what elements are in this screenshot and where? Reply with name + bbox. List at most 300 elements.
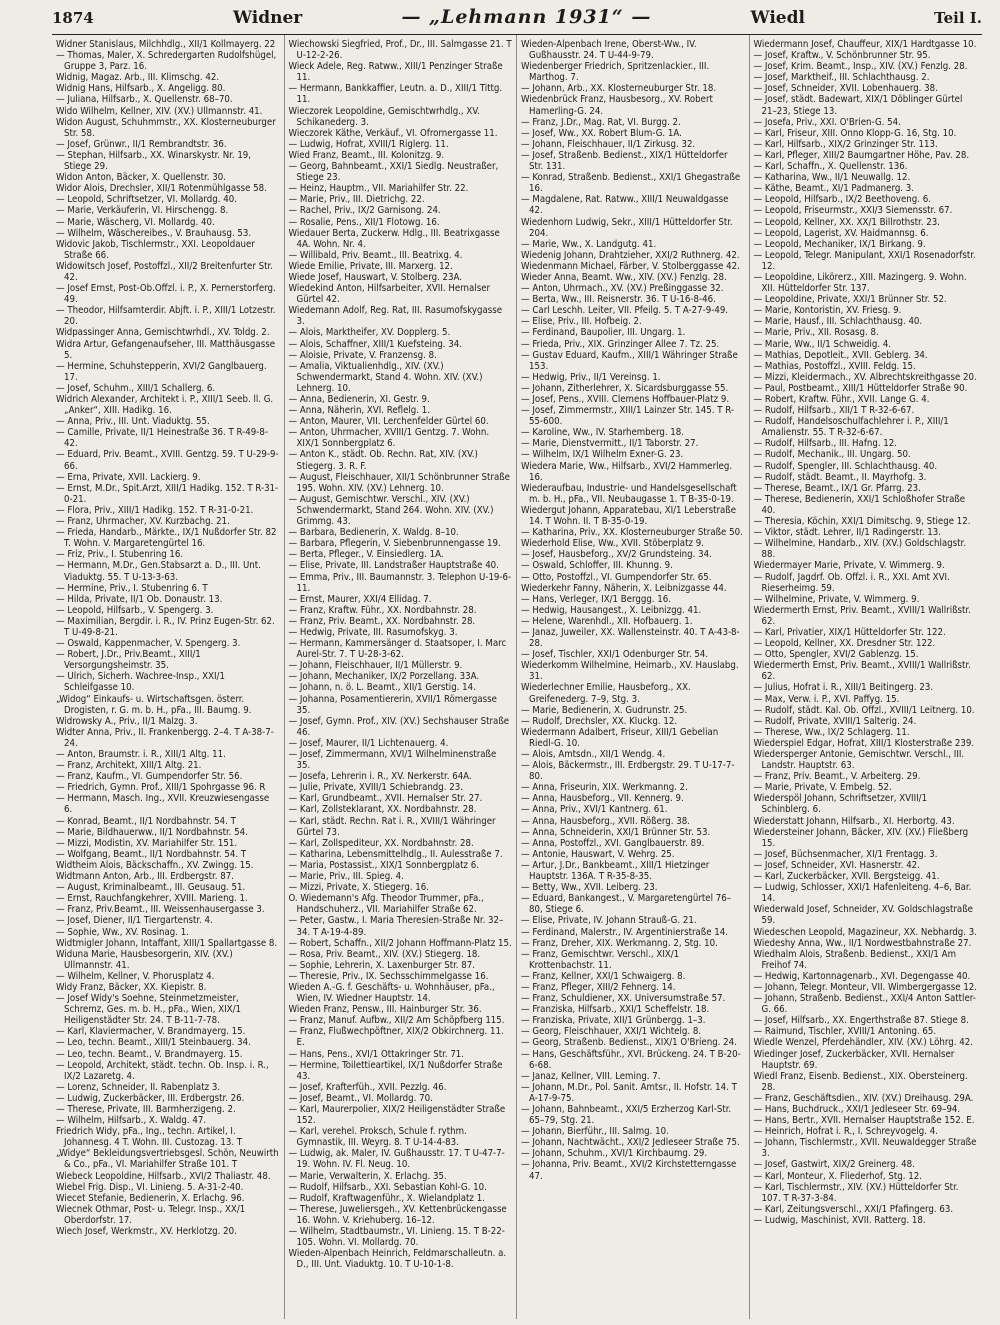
directory-entry: — Konrad, Straßenb. Bedienst., XXI/1 Ghegastraße 16. (521, 172, 741, 195)
directory-entry: — Emma, Priv., III. Baumannstr. 3. Telephon U-19-6-11. (288, 571, 512, 594)
directory-entry: — Georg, Bahnbeamt., XXI/1 Siedlg. Neustraßer, Stiege 23. (288, 161, 499, 184)
directory-entry: — Rudolf, Hilfsarb., XII/1 T R-32-6-67. (753, 405, 915, 417)
directory-entry: — Leopold, Hilfsarb., V. Spengerg. 3. (56, 604, 214, 616)
header-section-label: Teil I. (934, 9, 982, 27)
directory-entry: Wiedermayer Marie, Private, V. Wimmerg. 9. (753, 560, 945, 572)
directory-entry: Wiederkomm Wilhelmine, Heimarb., XV. Hauslabg. 31. (521, 660, 739, 683)
directory-entry: — Johann, M.Dr., Pol. Sanit. Amtsr., II. Hofstr. 14. T A-17-9-75. (521, 1081, 737, 1104)
directory-entry: — Rudolf, Handelsoschulfachlehrer i. P., XIII/1 Amalienstr. 55. T R-32-6-67. (753, 416, 949, 439)
directory-column-2 (285, 35, 518, 1319)
directory-entry: Wiede Emilie, Private, III. Marxerg. 12. (288, 260, 453, 272)
directory-entry: — Karl, Tischlermstr., XIV. (XV.) Hütteldorfer Str. 107. T R-37-3-84. (753, 1181, 959, 1204)
header-left-word: Widner (232, 8, 303, 28)
directory-column-3 (517, 35, 750, 1319)
directory-entry: — Johanna, Priv. Beamt., XVI/2 Kirchstetterngasse 47. (521, 1159, 737, 1182)
directory-entry: — Marie, Bildhauerww., II/1 Nordbahnstr. 54. (56, 826, 248, 838)
directory-entry: — Johann, Zitherlehrer, X. Sicardsburggasse 55. (521, 382, 729, 394)
directory-entry: — Karl, Maurerpolier, XIX/2 Heiligenstädter Straße 152. (288, 1104, 506, 1127)
directory-entry: — Josefa, Lehrerin i. R., XV. Nerkerstr. 64A. (288, 771, 472, 783)
directory-entry: — Paul, Postbeamt., XIII/1 Hütteldorfer Straße 90. (753, 382, 968, 394)
directory-entry: — Hermine, Toilettieartikel, IX/1 Nußdorfer Straße 43. (288, 1059, 503, 1082)
directory-entry: — Leopold, Schriftsetzer, VI. Mollardg. 40. (56, 194, 237, 206)
directory-entry: „Widog“ Einkaufs- u. Wirtschaftsgen. österr. Drogisten, r. G. m. b. H., pFa., III. Baumg. 9. (56, 693, 252, 716)
directory-entry: — Rudolf, Spengler, III. Schlachthausg. 40. (753, 460, 938, 472)
directory-entry: Widter Anna, Priv., II. Frankenbergg. 2–4. T A-38-7-24. (56, 726, 274, 749)
directory-entry: — Alois, Bäckermstr., III. Erdbergstr. 29. T U-17-7-80. (521, 760, 735, 783)
directory-entry: Wiederhold Elise, Ww., XVII. Stöberplatz 9. (521, 538, 704, 550)
directory-entry: — Johann, Bierführ., III. Salmg. 10. (521, 1126, 669, 1138)
directory-entry: — Anna, Postoffzl., XVI. Ganglbauerstr. 89. (521, 837, 705, 849)
directory-entry: — Betty, Ww., XVII. Leiberg. 23. (521, 882, 658, 894)
directory-entry: — Konrad, Beamt., II/1 Nordbahnstr. 54. T (56, 815, 236, 827)
directory-entry: — Käthe, Beamt., XI/1 Padmanerg. 3. (753, 183, 915, 195)
directory-entry: — Aloisie, Private, V. Franzensg. 8. (288, 349, 437, 361)
directory-entry: — Mizzi, Private, X. Stiegerg. 16. (288, 882, 430, 894)
directory-entry: — Josef, Schuhm., XIII/1 Schallerg. 6. (56, 382, 216, 394)
directory-entry: — Josef, Kraftw., V. Schönbrunner Str. 95. (753, 50, 931, 62)
directory-entry: — Josef, Büchsenmacher, XI/1 Frentagg. 3. (753, 848, 938, 860)
directory-entry: — Franz, Dreher, XIX. Werkmanng. 2, Stg. 10. (521, 937, 718, 949)
directory-entry: — Theodor, Hilfsamterdir. Abjft. i. P., XIII/1 Lotzestr. 20. (56, 305, 276, 328)
directory-entry: Wiech Josef, Werkmstr., XV. Herklotzg. 20. (56, 1226, 237, 1238)
directory-entry: Widowitsch Josef, Postoffzl., XII/2 Breitenfurter Str. 42. (56, 260, 273, 283)
directory-entry: — Franziska, Private, XII/1 Grünbergg. 1–3. (521, 1015, 706, 1027)
directory-entry: — Anton, Braumstr. i. R., XIII/1 Altg. 11. (56, 749, 226, 760)
directory-entry: — Karl, Pfleger, XIII/2 Baumgartner Höhe, Pav. 28. (753, 149, 970, 161)
directory-entry: Widrowsky A., Priv., II/1 Malzg. 3. (56, 715, 198, 727)
directory-entry: Wiedenhorn Ludwig, Sekr., XIII/1 Hütteldorfer Str. 204. (521, 216, 733, 239)
directory-entry: — Marie, Kontoristin, XV. Friesg. 9. (753, 305, 902, 317)
directory-entry: — Mizzi, Modistin, XV. Mariahilfer Str. 151. (56, 837, 238, 849)
directory-entry: Widy Franz, Bäcker, XX. Kiepistr. 8. (56, 981, 207, 993)
directory-entry: Widner Stanislaus, Milchhdlg., XII/1 Kollmayerg. 22 (56, 39, 276, 50)
directory-entry: — Theresia, Köchin, XXI/1 Dimitschg. 9, Stiege 12. (753, 516, 971, 528)
page-number: 1874 (52, 9, 94, 27)
directory-entry: — Marie, Priv., XII. Rosasg. 8. (753, 327, 879, 339)
directory-entry: — Karoline, Ww., IV. Starhemberg. 18. (521, 427, 685, 439)
directory-entry: — Franz, Architekt, XIII/1 Altg. 21. (56, 760, 202, 772)
directory-entry: — Josef, Schneider, XVII. Lobenhauerg. 38. (753, 83, 938, 95)
directory-entry: — Magdalene, Rat. Ratww., XIII/1 Neuwaldgasse 42. (521, 194, 729, 217)
directory-entry: — Franz, Priv. Beamt., V. Arbeiterg. 29. (753, 771, 921, 783)
directory-entry: Wiedemann Adolf, Reg. Rat, III. Rasumofskygasse 3. (288, 305, 503, 328)
directory-entry: — Gustav Eduard, Kaufm., XIII/1 Währinger Straße 153. (521, 349, 738, 372)
directory-entry: — Ulrich, Sicherh. Wachree-Insp., XXI/1 Schleifgasse 10. (56, 671, 225, 694)
directory-entry: Wiebeck Leopoldine, Hilfsarb., XVI/2 Thaliastr. 48. (56, 1170, 271, 1182)
directory-entry: — Karl, Zollspediteur, XX. Nordbahnstr. 28. (288, 837, 474, 849)
directory-entry: — Rudolf, städt. Kal. Ob. Offzl., XVIII/1 Leitnerg. 10. (753, 704, 975, 716)
directory-entry: — Robert, J.Dr., Priv.Beamt., XIII/1 Versorgungsheimstr. 35. (56, 649, 201, 672)
directory-entry: — Hans, Geschäftsführ., XVI. Brückeng. 24. T B-20-6-68. (521, 1048, 741, 1071)
directory-entry: — Hermann, M.Dr., Gen.Stabsarzt a. D., III. Unt. Viaduktg. 55. T U-13-3-63. (56, 560, 261, 583)
directory-entry: — Rudolf, städt. Beamt., II. Mayrhofg. 3. (753, 471, 927, 483)
directory-entry: — Josef, Straßenb. Bedienst., XIX/1 Hütteldorfer Str. 131. (521, 149, 728, 173)
directory-entry: — Franz, Pfleger, XIII/2 Fehnerg. 14. (521, 981, 676, 993)
directory-entry: — Josef, Grünwr., II/1 Rembrandtstr. 36. (56, 138, 227, 150)
directory-entry: Wiedergut Johann, Apparatebau, XI/1 Leberstraße 14. T Wohn. II. T B-35-0-19. (521, 504, 737, 528)
directory-entry: Wiecnek Othmar, Post- u. Telegr. Insp., XX/1 Oberdorfstr. 17. (56, 1203, 246, 1226)
directory-entry: — Hans, Buchdruck., XXI/1 Jedleseer Str. 69–94. (753, 1104, 961, 1115)
directory-entry: — Helene, Warenhdl., XII. Hofbauerg. 1. (521, 615, 693, 627)
directory-entry: — Josefa, Priv., XXI. O'Brien-G. 54. (753, 116, 901, 128)
directory-entry: — Karl, Zollsteklarant, XX. Nordbahnstr. 28. (288, 804, 477, 816)
directory-entry: — Mathias, Depotleit., XVII. Geblerg. 34. (753, 349, 928, 361)
directory-entry: — Mizzi, Kleidermach., XV. Albrechtskreithgasse 20. (753, 371, 977, 383)
directory-entry: — Franz, Priv.Beamt., III. Weissenhausergasse 3. (56, 904, 265, 916)
directory-entry: — Heinrich, Hofrat i. R., I. Schreyvogelg. 4. (753, 1126, 938, 1138)
directory-entry: — Ernst, M.Dr., Spit.Arzt, XIII/1 Hadikg. 152. T R-31-0-21. (56, 482, 279, 505)
directory-entry: — Heinz, Hauptm., VII. Mariahilfer Str. 22. (288, 183, 469, 195)
directory-entry: — Wilhelm, Stadtbaumstr., VI. Linieng. 15. T B-22-105. Wohn. VI. Mollardg. 70. (288, 1226, 505, 1249)
directory-entry: Wiedeshy Anna, Ww., II/1 Nordwestbahnstraße 27. (753, 937, 972, 949)
directory-entry: — Franz, Uhrmacher, XV. Kurzbachg. 21. (56, 516, 230, 528)
directory-entry: — Eduard, Priv. Beamt., XVIII. Gentzg. 59. T U-29-9-66. (56, 449, 279, 472)
directory-entry: — Karl, städt. Rechn. Rat i. R., XVIII/1 Währinger Gürtel 73. (288, 815, 496, 838)
directory-entry: — Karl, Privatier, XIX/1 Hütteldorfer Str. 122. (753, 626, 946, 638)
directory-entry: Wieden-Alpenbach Heinrich, Feldmarschalleutn. a. D., III. Unt. Viaduktg. 10. T U-10-1-8. (288, 1248, 507, 1271)
directory-entry: — Ludwig, Maschinist, XVII. Ratterg. 18. (753, 1214, 926, 1226)
directory-entry: — Therese, Juweliersgeh., XV. Kettenbrückengasse 16. Wohn. V. Kriehuberg. 16–12. (288, 1203, 507, 1226)
directory-entry: — Sophie, Ww., XV. Rosinag. 1. (56, 926, 189, 938)
directory-entry: — Eduard, Bankangest., V. Margaretengürtel 76–80, Stiege 6. (521, 893, 732, 916)
directory-entry: — Rudolf, Hilfsarb., III. Hafng. 12. (753, 438, 898, 450)
directory-entry: — August, Kriminalbeamt., III. Geusaug. 51. (56, 882, 246, 894)
directory-entry: — Barbara, Bedienerin, X. Waldg. 8–10. (288, 527, 459, 539)
directory-entry: — Julie, Private, XVIII/1 Schiebrandg. 23. (288, 782, 463, 794)
directory-entry: Wiedekind Anton, Hilfsarbeiter, XVII. Hernalser Gürtel 42. (288, 283, 491, 306)
directory-entry: — Marie, Priv., III. Spieg. 4. (288, 871, 404, 883)
directory-entry: Wiedenmann Michael, Färber, V. Stolberggasse 42. (521, 260, 740, 272)
directory-entry: Widnig, Magaz. Arb., III. Klimschg. 42. (56, 72, 220, 84)
directory-entry: Wiedeschen Leopold, Magazineur, XX. Nebhardg. 3. (753, 926, 977, 938)
directory-entry: — Marie, Private, V. Embelg. 52. (753, 782, 892, 794)
directory-entry: — Wilhelmine, Handarb., XIV. (XV.) Goldschlagstr. 88. (753, 538, 966, 561)
directory-entry: Wiebel Frig. Disp., VI. Linieng. 5. A-31-2-40. (56, 1181, 244, 1193)
directory-entry: — Mathias, Postoffzl., XVIII. Feldg. 15. (753, 360, 916, 372)
directory-entry: Wiede Josef, Hauswart, V. Stolberg. 23A. (288, 271, 462, 283)
directory-entry: — Katharina, Ww., II/1 Neuwallg. 12. (753, 172, 911, 184)
directory-entry: — Anna, Priv., III. Unt. Viaduktg. 55. (56, 416, 210, 428)
directory-entry: Widra Artur, Gefangenaufseher, III. Matthäusgasse 5. (56, 338, 276, 361)
directory-entry: — Anna, Bedienerin, XI. Gestr. 9. (288, 394, 430, 405)
directory-entry: — Karl, Monteur, X. Fliederhof, Stg. 12. (753, 1170, 922, 1182)
directory-entry: Wiedera Marie, Ww., Hilfsarb., XVI/2 Hammerleg. 16. (521, 460, 733, 483)
directory-entry: — Therese, Ww., IX/2 Schlagerg. 11. (753, 726, 910, 738)
directory-entry: — Alois, Schaffner, XIII/1 Kuefsteing. 34. (288, 338, 462, 350)
directory-entry: — Hilda, Private, II/1 Ob. Donaustr. 13. (56, 593, 223, 605)
directory-entry: Wieczorek Leopoldine, Gemischtwrhdlg., XV. Schikanederg. 3. (288, 105, 480, 128)
directory-entry: Widtheim Alois, Bäckschaffn., XV. Zwingg. 15. (56, 859, 254, 871)
directory-entry: — Ernst, Maurer, XXI/4 Ellidag. 7. (288, 593, 432, 605)
directory-entry: — Johann, Straßenb. Bedienst., XXI/4 Anton Sattler-G. 66. (753, 993, 976, 1016)
directory-entry: — Ludwig, ak. Maler, IV. Gußhausstr. 17. T U-47-7-19. Wohn. IV. Fl. Neug. 10. (288, 1148, 505, 1171)
directory-entry: — Oswald, Kappenmacher, V. Spengerg. 3. (56, 638, 241, 650)
directory-entry: Widovic Jakob, Tischlermstr., XXI. Leopoldauer Straße 66. (56, 238, 255, 261)
directory-entry: Wieden-Alpenbach Irene, Oberst-Ww., IV. Gußhausstr. 24. T U-44-9-79. (521, 39, 697, 62)
directory-entry: — Marie, Bedienerin, X. Gudrunstr. 25. (521, 704, 688, 716)
directory-entry: — Friz, Priv., I. Stubenring 16. (56, 549, 184, 561)
directory-entry: — Wolfgang, Beamt., II/1 Nordbahnstr. 54. T (56, 848, 247, 860)
directory-entry: — Karl, Friseur, XIII. Onno Klopp-G. 16, Stg. 10. (753, 127, 957, 139)
directory-entry: — Lorenz, Schneider, II. Rabenplatz 3. (56, 1081, 221, 1093)
directory-entry: — Johann, Nachtwächt., XXI/2 Jedleseer Straße 75. (521, 1137, 740, 1149)
directory-entry: — Johann, Mechaniker, IX/2 Porzellang. 33A. (288, 671, 480, 683)
directory-entry: Friedrich Widy, pFa., Ing., techn. Artikel, I. Johannesg. 4 T. Wohn. III. Custozag. 13. T (56, 1126, 243, 1149)
directory-entry: — Otto, Spengler, XVI/2 Gablenzg. 15. (753, 649, 919, 661)
directory-entry: — Therese, Beamt., IX/1 Gr. Pfarrg. 23. (753, 482, 921, 494)
directory-entry: — Johann, Telegr. Monteur, VII. Wimbergergasse 12. (753, 981, 978, 993)
directory-entry: Wiedermann Josef, Chauffeur, XIX/1 Hardtgasse 10. (753, 39, 977, 50)
directory-entry: — Anna, Schneiderin, XXI/1 Brünner Str. 53. (521, 826, 711, 838)
directory-entry: — Franz, Priv. Beamt., XX. Nordbahnstr. 28. (288, 615, 476, 627)
directory-entry: — Anna, Priv., XVI/1 Kantnerg. 61. (521, 804, 668, 816)
directory-entry: Wiedermann Adalbert, Friseur, XIII/1 Gebelian Riedl-G. 10. (521, 726, 719, 749)
directory-entry: — Josef Ernst, Post-Ob.Offzl. i. P., X. Pernerstorferg. 49. (56, 283, 276, 306)
directory-entry: Wido Wilhelm, Kellner, XIV. (XV.) Ullmannstr. 41. (56, 105, 263, 117)
directory-entry: — Rudolf, Mechanik., III. Ungarg. 50. (753, 449, 911, 461)
directory-entry: Wiedersperger Antonie, Gemischtwr. Verschl., III. Landstr. Hauptstr. 63. (753, 749, 965, 772)
directory-entry: — Max, Verw. i. P., XVI. Paffyg. 15. (753, 693, 900, 705)
directory-entry: — Georg, Fleischhauer, XXI/1 Wichtelg. 8. (521, 1026, 702, 1038)
directory-entry: — Johanna, Posamentiererin, XVII/1 Römergasse 35. (288, 693, 497, 716)
directory-entry: — Josef, Hausbeforg., XV/2 Grundsteing. 34. (521, 549, 712, 561)
directory-entry: Widpassinger Anna, Gemischtwrhdl., XV. Toldg. 2. (56, 327, 270, 339)
directory-entry: — Willibald, Priv. Beamt., III. Beatrixg. 4. (288, 249, 463, 261)
directory-entry: — August, Fleischhauer, XII/1 Schönbrunner Straße 195. Wohn. XIV. (XV.) Lehnerg. 10. (288, 471, 510, 494)
directory-entry: Wiederspöl Johann, Schriftsetzer, XVIII/1 Schinblerg. 6. (753, 793, 928, 816)
directory-entry: Wiedl Franz, Eisenb. Bedienst., XIX. Obersteinerg. 28. (753, 1070, 968, 1093)
directory-entry: — Alois, Marktheifer, XV. Dopplerg. 5. (288, 327, 451, 339)
directory-entry: — Frieda, Handarb., Märkte., IX/1 Nußdorfer Str. 82 T. Wohn. V. Margaretengürtel 16. (56, 527, 277, 550)
directory-entry: Widnig Hans, Hilfsarb., X. Angeligg. 80. (56, 83, 226, 95)
directory-entry: — Alois, Amtsdn., XII/1 Wendg. 4. (521, 749, 666, 760)
directory-entry: — Josef, Krafterfüh., XVII. Pezzlg. 46. (288, 1081, 447, 1093)
directory-entry: Wied Franz, Beamt., III. Kolonitzg. 9. (288, 149, 445, 161)
directory-entry: — Anton, Uhrmach., XV. (XV.) Preßinggasse 32. (521, 283, 724, 295)
directory-entry: — Josef Widy's Soehne, Steinmetzmeister, Schremz, Ges. m. b. H., pFa., Wien, XIX/1 Heiligenstädter Str. 24. T B-11-7-78. (56, 993, 241, 1027)
directory-entry: — Anna, Hausbeforg., VII. Kennerg. 9. (521, 793, 684, 805)
directory-entry: Widor Alois, Drechsler, XII/1 Rotenmühlgasse 58. (56, 183, 267, 195)
directory-entry: — Leopold, Architekt, städt. techn. Ob. Insp. i. R., IX/2 Lazaretg. 4. (56, 1059, 269, 1082)
directory-entry: — Therese, Private, III. Barmherzigeng. 2. (56, 1104, 236, 1115)
directory-entry: — Juliana, Hilfsarb., X. Quellenstr. 68–70. (56, 94, 233, 106)
directory-entry: — Josef, Ww., XX. Robert Blum-G. 1A. (521, 127, 682, 139)
directory-entry: — Josef, Pens., XVIII. Clemens Hoffbauer-Platz 9. (521, 394, 730, 405)
directory-entry: Wiedenig Johann, Drahtzieher, XXI/2 Ruthnerg. 42. (521, 249, 740, 261)
directory-entry: — Frieda, Priv., XIX. Grinzinger Allee 7. Tz. 25. (521, 338, 720, 350)
directory-entry: Wiedinger Josef, Zuckerbäcker, XVII. Hernalser Hauptstr. 69. (753, 1048, 955, 1071)
directory-entry: — Leopold, Mechaniker, IX/1 Birkang. 9. (753, 238, 926, 250)
directory-entry: — Janaz, Juweiler, XX. Wallensteinstr. 40. T A-43-8-28. (521, 626, 740, 650)
directory-entry: — Karl, Hilfsarb., XIX/2 Grinzinger Str. 113. (753, 138, 938, 150)
directory-entry: — Otto, Postoffzl., VI. Gumpendorfer Str. 65. (521, 571, 712, 583)
directory-entry: Wiederstatt Johann, Hilfsarb., XI. Herbortg. 43. (753, 815, 955, 827)
directory-entry: — Camille, Private, II/1 Heinestraße 36. T R-49-8-42. (56, 427, 268, 450)
directory-entry: — Erna, Private, XVII. Lackierg. 9. (56, 471, 201, 483)
directory-entry: Widrich Alexander, Architekt i. P., XIII/1 Seeb. ll. G. „Anker“, XIII. Hadikg. 16. (56, 394, 274, 417)
directory-entry: — Josef, Diener, II/1 Tiergartenstr. 4. (56, 915, 213, 927)
directory-entry: Wiederwald Josef, Schneider, XV. Goldschlagstraße 59. (753, 904, 973, 927)
directory-entry: — Johann, Bahnbeamt., XXI/5 Erzherzog Karl-Str. 65–79, Stg. 21. (521, 1104, 732, 1127)
directory-entry: — Leo, techn. Beamt., XIII/1 Steinbauerg. 34. (56, 1037, 251, 1049)
directory-entry: — Barbara, Pflegerin, V. Siebenbrunnengasse 19. (288, 538, 501, 550)
directory-entry: — Marie, Ww., II/1 Schweidig. 4. (753, 338, 892, 350)
directory-entry: Widuna Marie, Hausbesorgerin, XIV. (XV.) Ullmannstr. 41. (56, 948, 233, 971)
directory-entry: — Johann, Fleischhauer, II/1 Müllerstr. 9. (288, 660, 463, 672)
directory-entry: — Leopold, Friseurmstr., XXI/3 Siemensstr. 67. (753, 205, 953, 217)
directory-entry: — Hans, Bertr., XVII. Hernalser Hauptstraße 152. E. (753, 1115, 975, 1127)
directory-entry: — Anton, Uhrmacher, XVIII/1 Gentzg. 7. Wohn. XIX/1 Sonnbergplatz 6. (288, 427, 490, 450)
directory-entry: — Artur, J.Dr., Bankbeamt., XIII/1 Hietzinger Hauptstr. 136A. T R-35-8-35. (521, 859, 710, 883)
directory-entry: — Anna, Friseurin, XIX. Werkmanng. 2. (521, 782, 688, 794)
directory-entry: O. Wiedemann's Afg. Theodor Trummer, pFa., Handschuherz., VII. Mariahilfer Straße 62. (288, 893, 484, 916)
header-right-word: Wiedl (750, 8, 805, 28)
directory-entry: — Hermann, Bankkaffier, Leutn. a. D., XIII/1 Tittg. 11. (288, 83, 503, 106)
directory-entry: — Marie, Dienstvermitt., II/1 Taborstr. 27. (521, 438, 699, 450)
directory-entry: — Berta, Ww., III. Reisnerstr. 36. T U-16-8-46. (521, 294, 716, 306)
directory-entry: — Franziska, Hilfsarb., XXI/1 Scheffelstr. 18. (521, 1004, 710, 1016)
directory-entry: — Wilhelm, Hilfsarb., X. Waldg. 47. (56, 1115, 207, 1127)
directory-entry: — Josef, Gymn. Prof., XIV. (XV.) Sechshauser Straße 46. (288, 715, 510, 738)
directory-entry: Wieden A.-G. f. Geschäfts- u. Wohnhäuser, pFa., Wien, IV. Wiedner Hauptstr. 14. (288, 981, 495, 1005)
directory-entry: — Leopoldine, Private, XXI/1 Brünner Str. 52. (753, 294, 947, 306)
directory-entry: — Thomas, Maler, X. Schredergarten Rudolfshügel, Gruppe 3, Parz. 16. (56, 50, 277, 73)
directory-entry: Widon Anton, Bäcker, X. Quellenstr. 30. (56, 172, 226, 184)
directory-entry: — Elise, Private, III. Landstraßer Hauptstraße 40. (288, 560, 499, 572)
directory-entry: — Marie, Verkäuferin, VI. Hirschengg. 8. (56, 205, 229, 217)
directory-entry: — Leopold, Telegr. Manipulant, XXI/1 Rosenadorfstr. 12. (753, 249, 976, 272)
directory-entry: — Franz, J.Dr., Mag. Rat, VI. Burgg. 2. (521, 116, 681, 128)
directory-column-1 (52, 35, 285, 1319)
directory-entry: Wiedenberger Friedrich, Spritzenlackier., III. Marthog. 7. (521, 61, 710, 84)
directory-entry: — Katharina, Lebensmittelhdlg., II. Aulesstraße 7. (288, 848, 503, 860)
directory-entry: — Janaz, Kellner, VIII. Leming. 7. (521, 1070, 661, 1082)
directory-entry: — Katharina, Priv., XX. Klosterneuburger Straße 50. (521, 527, 743, 539)
directory-entry: — Johann, Schuhm., XVI/1 Kirchbaumg. 29. (521, 1148, 708, 1160)
directory-entry: — Peter, Gastw., I. Maria Theresien-Straße Nr. 32–34. T A-19-4-89. (288, 915, 504, 938)
directory-entry: — Karl, Klaviermacher, V. Brandmayerg. 15. (56, 1026, 246, 1038)
directory-entry: — Rudolf, Drechsler, XX. Kluckg. 12. (521, 715, 678, 727)
directory-entry: — Wilhelm, IX/1 Wilhelm Exner-G. 23. (521, 449, 684, 461)
directory-entry: — Johann, Tischlermstr., XVII. Neuwaldegger Straße 3. (753, 1137, 977, 1160)
directory-entry: — Josef, Marktheif., III. Schlachthausg. 2. (753, 72, 930, 84)
directory-entry: Wiedhalm Alois, Straßenb. Bedienst., XXI/1 Am Freihof 74. (753, 948, 956, 971)
directory-column-4 (750, 35, 983, 1319)
directory-entry: — Hermine, Schuhstepperin, XVI/2 Ganglbauerg. 17. (56, 360, 267, 383)
directory-entry: — Anton, Maurer, VII. Lerchenfelder Gürtel 60. (288, 416, 489, 428)
directory-entry: — Ferdinand, Baupolier, III. Ungarg. 1. (521, 327, 686, 339)
directory-entry: — Hermann, Masch. Ing., XVII. Kreuzwiesengasse 6. (56, 793, 270, 816)
directory-entry: Wiedermerth Ernst, Priv. Beamt., XVIII/1 Wallrißstr. 62. (753, 660, 971, 683)
directory-entry: — Theresie, Priv., IX. Sechsschimmelgasse 16. (288, 970, 489, 982)
directory-entry: — Leopold, Kellner, XX. XX/1 Billrothstr. 23. (753, 216, 940, 228)
directory-entry: „Widye“ Bekleidungsvertriebsgesl. Schön, Neuwirth & Co., pFa., VI. Mariahilfer Straße 101. T (56, 1148, 279, 1171)
directory-entry: — Josef, Beamt., VI. Mollardg. 70. (288, 1092, 433, 1104)
directory-entry: — Josef, Hilfsarb., XX. Engerthstraße 87. Stiege 8. (753, 1015, 969, 1027)
directory-entry: — Anton K., städt. Ob. Rechn. Rat, XIV. (XV.) Stiegerg. 3. R. F. (288, 449, 478, 472)
directory-entry: — Ernst, Rauchfangkehrer, XVIII. Marieng. 1. (56, 893, 248, 905)
directory-entry: — Ludwig, Schlosser, XXI/1 Hafenleiteng. 4–6, Bar. 14. (753, 882, 972, 905)
directory-entry: — Rudolf, Kraftwagenführ., X. Wielandplatz 1. (288, 1192, 485, 1204)
directory-entry: — Rudolf, Hilfsarb., XXI. Sebastian Kohl-G. 10. (288, 1181, 487, 1193)
directory-entry: — Antonie, Hauswart, V. Wehrg. 25. (521, 848, 675, 860)
directory-entry: — Marie, Ww., X. Landgutg. 41. (521, 238, 657, 250)
directory-entry: — Franz, Schuldiener, XX. Universumstraße 57. (521, 993, 726, 1005)
directory-entry: — Julius, Hofrat i. R., XIII/1 Beitingerg. 23. (753, 682, 934, 694)
directory-entry: Wieczorek Käthe, Verkäuf., VI. Ofrornergasse 11. (288, 127, 498, 139)
directory-entry: — August, Gemischtwr. Verschl., XIV. (XV.) Schwendermarkt, Stand 264. Wohn. XIV. (XV.) Grimmg. 43. (288, 493, 494, 528)
directory-entry: — Josef, Schneider, XVI. Hasnerstr. 42. (753, 859, 920, 871)
directory-entry: — Robert, Kraftw. Führ., XVII. Lange G. 4. (753, 394, 930, 405)
directory-entry: — Oswald, Schloffer, III. Khunng. 9. (521, 560, 673, 572)
directory-entry: — Karl, Schaffn., X. Quellenstr. 136. (753, 161, 908, 173)
directory-entry: — Hermann, Kammersänger d. Staatsoper, I. Marc Aurel-Str. 7. T U-28-3-62. (288, 638, 507, 661)
directory-entry: — Wilhelmine, Private, V. Wimmerg. 9. (753, 593, 920, 605)
directory-entry: — Georg, Straßenb. Bedienst., XIX/1 O'Brieng. 24. (521, 1037, 737, 1049)
directory-entry: — Josef, Zimmermann, XVI/1 Wilhelminenstraße 35. (288, 749, 497, 772)
directory-entry: — Flora, Priv., XIII/1 Hadikg. 152. T R-31-0-21. (56, 504, 254, 516)
page-header (52, 6, 982, 35)
directory-entry: Wiedenbrück Franz, Hausbesorg., XV. Robert Hamerling-G. 24. (521, 94, 713, 117)
directory-entry: — Josef, städt. Badewart, XIX/1 Döblinger Gürtel 21–23, Stiege 13. (753, 94, 963, 117)
directory-entry: Widtmann Anton, Arb., III. Erdbergstr. 87. (56, 871, 234, 883)
directory-entry: — Rachel, Priv., IX/2 Garnisong. 24. (288, 205, 441, 217)
directory-entry: — Hermine, Priv., I. Stubenring 6. T (56, 582, 208, 594)
directory-entry: Wiederaufbau, Industrie- und Handelsgesellschaft m. b. H., pFa., VII. Neubaugasse 1. T B-35-0-19. (521, 482, 737, 505)
directory-entry: Wiecet Stefanie, Bedienerin, X. Erlachg. 96. (56, 1192, 245, 1204)
directory-entry: — Franz, Flußwechpöftner, XIX/2 Obkirchnerg. 11. E. (288, 1026, 504, 1049)
directory-entry: — Leopold, Lagerist, XV. Haidmannsg. 6. (753, 227, 929, 239)
directory-entry: — Josef, Maurer, II/1 Lichtenauerg. 4. (288, 737, 449, 749)
directory-entry: — Rudolf, Jagdrf. Ob. Offzl. i. R., XXI. Amt XVI. Rieserheimg. 59. (753, 571, 950, 594)
directory-entry: — Carl Leschh. Leiter, VII. Pfeilg. 5. T A-27-9-49. (521, 305, 729, 317)
directory-entry: — Hedwig, Private, III. Rasumofskyg. 3. (288, 626, 458, 638)
directory-entry: — Friedrich, Gymn. Prof., XIII/1 Spohrgasse 96. R (56, 782, 266, 794)
directory-entry: — Anna, Hausbeforg., XVII. Rößerg. 38. (521, 815, 690, 827)
directory-entry: Widtmigler Johann, Intaffant, XIII/1 Spallartgasse 8. (56, 937, 278, 949)
directory-entry: — Leopoldine, Likörerz., XIII. Mazingerg. 9. Wohn. XII. Hütteldorfer Str. 137. (753, 271, 967, 295)
directory-entry: — Karl, Zuckerbäcker, XVII. Bergsteigg. 41. (753, 871, 940, 883)
directory-entry: — Franz, Kaufm., VI. Gumpendorfer Str. 56. (56, 771, 243, 783)
directory-entry: — Elise, Private, IV. Johann Strauß-G. 21. (521, 915, 697, 927)
directory-entry: — Hans, Pens., XVI/1 Ottakringer Str. 71. (288, 1048, 465, 1060)
directory-entry: — Franz, Manuf. Aufbw., XII/2 Am Schöpfberg 115. (288, 1015, 505, 1027)
header-title: — „Lehmann 1931“ — (401, 6, 652, 28)
directory-entry: — Franz, Geschäftsdien., XIV. (XV.) Dreihausg. 29A. (753, 1092, 974, 1104)
directory-entry: — Therese, Bedienerin, XXI/1 Schloßhofer Straße 40. (753, 493, 966, 516)
directory-entry: Wiedermerth Ernst, Priv. Beamt., XVIII/1 Wallrißstr. 62. (753, 604, 971, 627)
directory-entry: Wiederkehr Fanny, Näherin, X. Leibnizgasse 44. (521, 582, 727, 594)
directory-entry: — Anna, Näherin, XVI. Reflelg. 1. (288, 405, 430, 417)
directory-entry: — Sophie, Lehrerin, X. Laxenburger Str. 87. (288, 959, 475, 971)
directory-entry: — Franz, Kellner, XXI/1 Schwaigerg. 8. (521, 970, 686, 982)
directory-entry: — Rosalie, Pens., XII/1 Flotowg. 16. (288, 216, 440, 228)
directory-entry: — Robert, Schaffn., XII/2 Johann Hoffmann-Platz 15. (288, 937, 512, 949)
directory-entry: — Johann, Fleischhauer, II/1 Zirkusg. 32. (521, 138, 696, 150)
directory-entry: — Franz, Gemischtwr. Verschl., XIX/1 Krottenbachstr. 11. (521, 948, 680, 971)
directory-entry: — Marie, Wäscherg, VI. Mollardg. 40. (56, 216, 215, 228)
directory-entry: — Johann, n. ö. L. Beamt., XII/1 Gerstig. 14. (288, 682, 476, 694)
directory-entry: — Ludwig, Hofrat, XVIII/1 Riglerg. 11. (288, 138, 449, 150)
directory-entry: — Hans, Verleger, IX/1 Berggg. 16. (521, 593, 672, 605)
directory-entry: — Josef, Krim. Beamt., Insp., XIV. (XV.) Fenzlg. 28. (753, 61, 968, 73)
directory-entry: — Wilhelm, Kellner, V. Phorusplatz 4. (56, 970, 215, 982)
directory-entry: Widon August, Schuhmmstr., XX. Klosterneuburger Str. 58. (56, 116, 276, 139)
directory-entry: Wiedle Wenzel, Pferdehändler, XIV. (XV.) Löhrg. 42. (753, 1037, 973, 1049)
directory-entry: — Maximilian, Bergdir. i. R., IV. Prinz Eugen-Str. 62. T U-49-8-21. (56, 615, 275, 638)
directory-entry: — Leopold, Kellner, XX. Dresdner Str. 122. (753, 638, 936, 650)
directory-entry: — Marie, Hausf., III. Schlachthausg. 40. (753, 316, 923, 328)
